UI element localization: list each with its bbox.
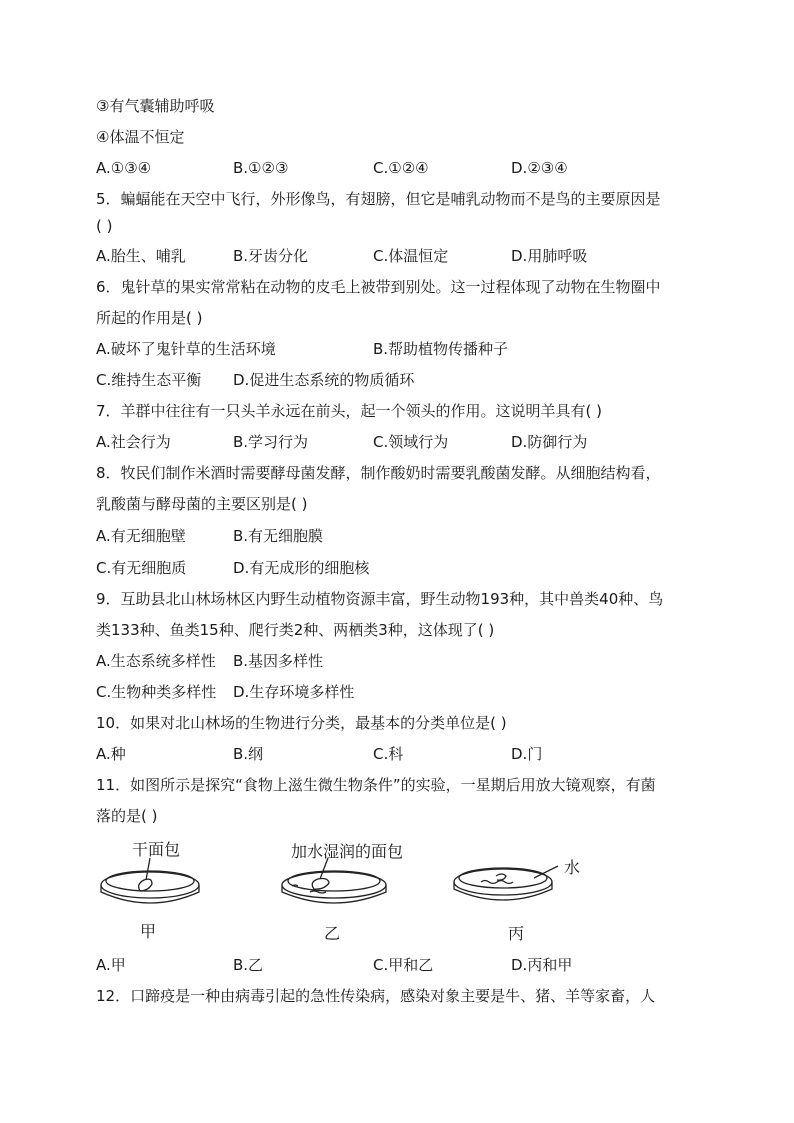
q6-option-b: B.帮助植物传播种子: [373, 340, 509, 358]
q7-option-a: A.社会行为: [96, 433, 171, 451]
q9-option-c: C.生物种类多样性: [96, 683, 217, 701]
q11-option-c: C.甲和乙: [373, 956, 434, 974]
dish-2-caption: 乙: [324, 924, 341, 943]
dish-2-icon: [282, 858, 386, 903]
q9-option-d: D.生存环境多样性: [233, 683, 355, 701]
dish-3-water-label: 水: [564, 858, 581, 877]
q10-option-d: D.门: [511, 745, 543, 763]
q4-option-b: B.①②③: [233, 159, 289, 177]
q11-option-d: D.丙和甲: [511, 956, 573, 974]
dish-1-icon: [101, 858, 199, 903]
q6-option-d: D.促进生态系统的物质循环: [233, 371, 415, 389]
q10-option-b: B.纲: [233, 745, 264, 763]
question-12-stem: 12．口蹄疫是一种由病毒引起的急性传染病，感染对象主要是牛、猪、羊等家畜，人: [96, 987, 656, 1005]
q5-option-d: D.用肺呼吸: [511, 247, 588, 265]
question-11-stem: 11．如图所示是探究“食物上滋生微生物条件”的实验，一星期后用放大镜观察，有菌: [96, 776, 656, 794]
question-8-stem-cont: 乳酸菌与酵母菌的主要区别是( ): [96, 495, 308, 513]
q5-option-b: B.牙齿分化: [233, 247, 309, 265]
q4-option-c: C.①②④: [373, 159, 429, 177]
q7-option-c: C.领域行为: [373, 433, 449, 451]
q7-option-d: D.防御行为: [511, 433, 588, 451]
q8-option-d: D.有无成形的细胞核: [233, 559, 370, 577]
question-8-stem: 8．牧民们制作米酒时需要酵母菌发酵，制作酸奶时需要乳酸菌发酵。从细胞结构看，: [96, 464, 661, 482]
statement-3: ③有气囊辅助呼吸: [96, 97, 215, 115]
q4-option-a: A.①③④: [96, 159, 152, 177]
q9-option-a: A.生态系统多样性: [96, 652, 216, 670]
question-7-stem: 7．羊群中往往有一只头羊永远在前头，起一个领头的作用。这说明羊具有( ): [96, 402, 603, 420]
q5-option-c: C.体温恒定: [373, 247, 449, 265]
q8-option-c: C.有无细胞质: [96, 559, 187, 577]
q8-option-b: B.有无细胞膜: [233, 527, 324, 545]
q10-option-c: C.科: [373, 745, 404, 763]
question-5-blank: ( ): [96, 217, 113, 235]
q5-option-a: A.胎生、哺乳: [96, 247, 186, 265]
q4-option-d: D.②③④: [511, 159, 568, 177]
q9-option-b: B.基因多样性: [233, 652, 324, 670]
q10-option-a: A.种: [96, 745, 126, 763]
dish-3-caption: 丙: [508, 924, 525, 943]
dish-2-label: 加水湿润的面包: [291, 842, 404, 861]
q6-option-c: C.维持生态平衡: [96, 371, 202, 389]
dish-1-caption: 甲: [140, 922, 157, 941]
q7-option-b: B.学习行为: [233, 433, 309, 451]
question-5-stem: 5．蝙蝠能在天空中飞行，外形像鸟，有翅膀，但它是哺乳动物而不是鸟的主要原因是: [96, 190, 661, 208]
q11-option-b: B.乙: [233, 956, 264, 974]
petri-dish-figure: [96, 836, 616, 948]
dish-1-label: 干面包: [132, 840, 181, 859]
question-6-stem-cont: 所起的作用是( ): [96, 309, 203, 327]
question-10-stem: 10．如果对北山林场的生物进行分类，最基本的分类单位是( ): [96, 714, 507, 732]
statement-4: ④体温不恒定: [96, 128, 185, 146]
dish-3-icon: [454, 866, 558, 900]
q11-option-a: A.甲: [96, 956, 126, 974]
q6-option-a: A.破坏了鬼针草的生活环境: [96, 340, 276, 358]
question-6-stem: 6．鬼针草的果实常常粘在动物的皮毛上被带到别处。这一过程体现了动物在生物圈中: [96, 278, 661, 296]
question-9-stem: 9．互助县北山林场林区内野生动植物资源丰富，野生动物193种，其中兽类40种、鸟: [96, 590, 664, 608]
question-11-stem-cont: 落的是( ): [96, 807, 158, 825]
question-9-stem-cont: 类133种、鱼类15种、爬行类2种、两栖类3种，这体现了( ): [96, 621, 495, 639]
q8-option-a: A.有无细胞壁: [96, 527, 186, 545]
